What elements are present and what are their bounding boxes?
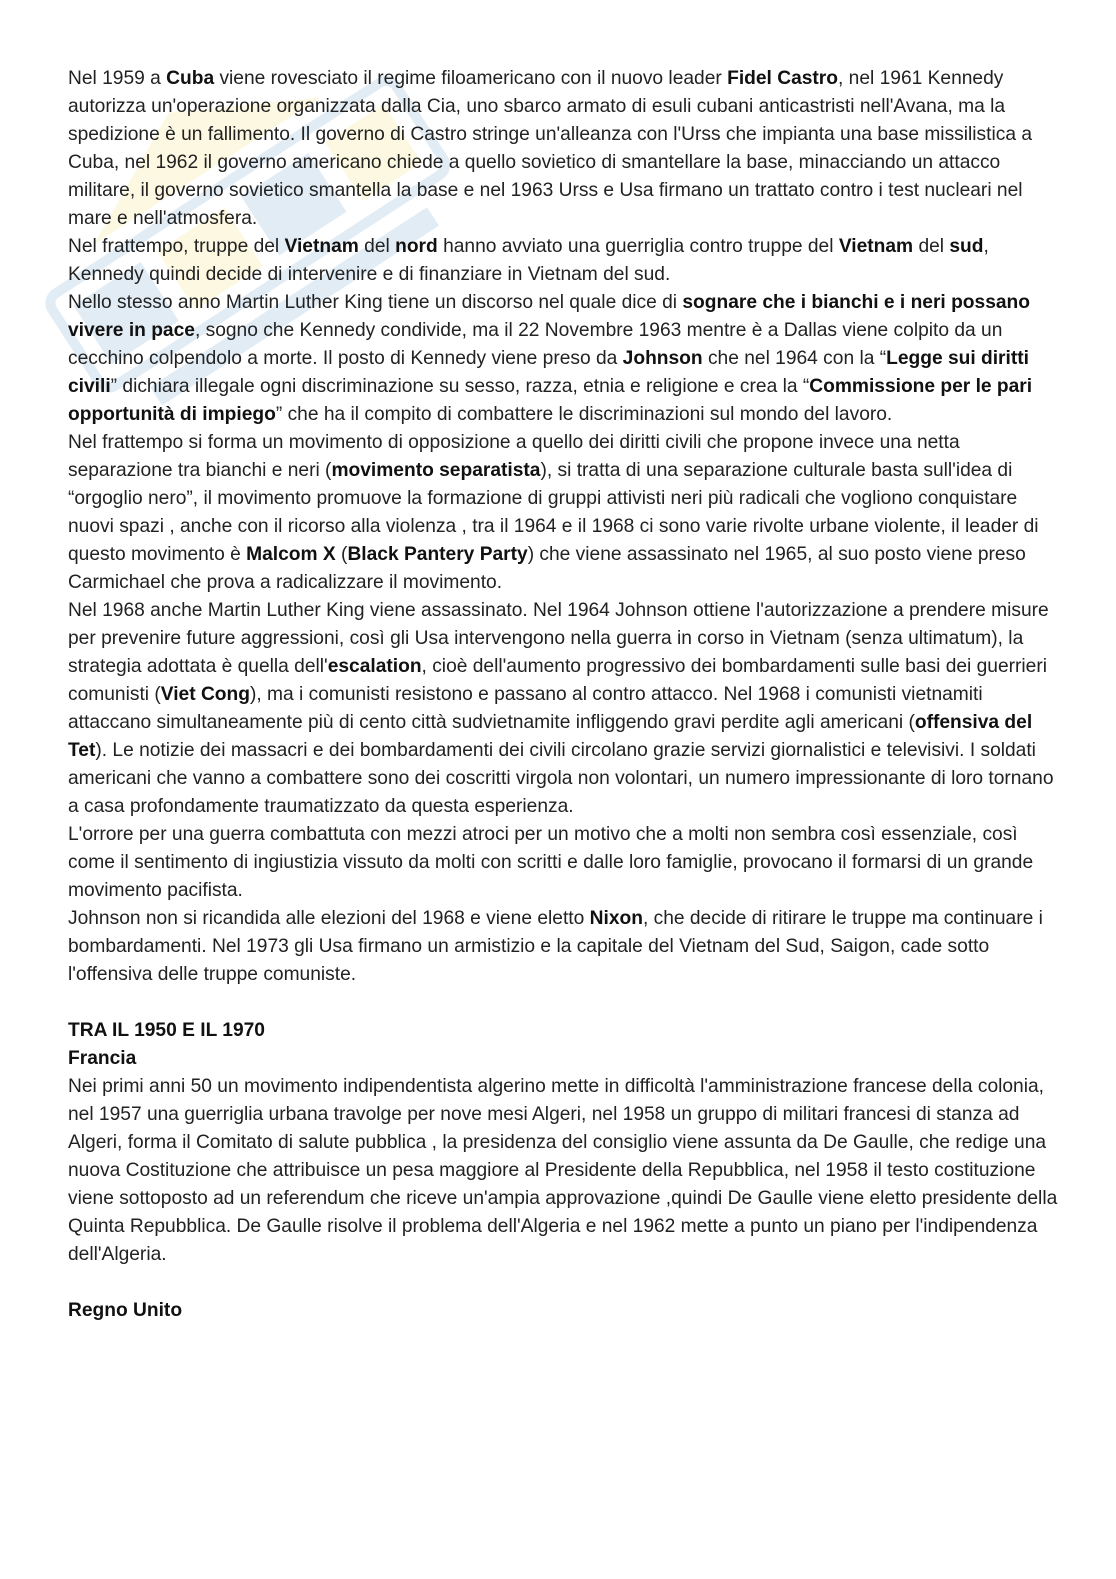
text-run: ) che viene assassinato nel 1965, al suo posto viene preso Carmichael che prova a radicalizzare il movimento.	[68, 544, 1026, 593]
document-body	[68, 65, 1058, 1325]
paragraph-pacifismo	[68, 821, 1058, 905]
text-run: ), ma i comunisti resistono e passano al contro attacco. Nel 1968 i comunisti vietnamiti attaccano simultaneamente più di cento città sudvietnamite infliggendo gravi perdite agli americani (	[68, 684, 983, 733]
bold-term: Black Pantery Party	[347, 544, 528, 565]
bold-term: nord	[395, 236, 438, 257]
text-run: ” dichiara illegale ogni discriminazione su sesso, razza, etnia e religione e crea la “	[110, 376, 810, 397]
bold-term: Commissione per le pari opportunità di impiego	[68, 376, 1033, 425]
paragraph-mlk-kennedy	[68, 289, 1058, 429]
text-run: L'orrore per una guerra combattuta con mezzi atroci per un motivo che a molti non sembra così essenziale, così come il sentimento di ingiustizia vissuto da molti con scritti e dalle loro famiglie, provocano il formarsi di un grande movimento pacifista.	[68, 824, 1034, 901]
text-run: viene rovesciato il regime filoamericano con il nuovo leader	[214, 68, 728, 89]
section-title: TRA IL 1950 E IL 1970	[68, 1020, 265, 1041]
bold-term: Johnson	[622, 348, 703, 369]
bold-term: Legge sui diritti civili	[68, 348, 1029, 397]
bold-term: sognare che i bianchi e i neri possano vivere in pace	[68, 292, 1030, 341]
text-run: Nel 1959 a	[68, 68, 167, 89]
text-run: ), si tratta di una separazione culturale basta sull'idea di “orgoglio nero”, il movimento promuove la formazione di gruppi attivisti neri più radicali che vogliono conquistare nuovi spazi , anche con il ricorso alla violenza , tra il 1964 e il 1968 ci sono varie rivolte urbane violente, il leader di questo movimento è	[68, 460, 1039, 565]
text-run: (	[335, 544, 348, 565]
text-run: del	[913, 236, 950, 257]
paragraph-separatismo	[68, 429, 1058, 597]
subsection-title-francia: Francia	[68, 1048, 137, 1069]
text-run: Nel frattempo si forma un movimento di opposizione a quello dei diritti civili che propone invece una netta separazione tra bianchi e neri (	[68, 432, 960, 481]
text-run: Nel 1968 anche Martin Luther King viene assassinato. Nel 1964 Johnson ottiene l'autorizzazione a prendere misure per prevenire future aggressioni, così gli Usa intervengono nella guerra in corso in Vietnam (senza ultimatum), la strategia adottata è quella dell'	[68, 600, 1049, 677]
bold-term: Fidel Castro	[727, 68, 838, 89]
paragraph-francia	[68, 1073, 1058, 1269]
paragraph-vietnam-nord-sud	[68, 233, 1058, 289]
text-run: Nel frattempo, truppe del	[68, 236, 285, 257]
bold-term: offensiva del Tet	[68, 712, 1033, 761]
paragraph-vietnam-escalation	[68, 597, 1058, 821]
text-run: Nello stesso anno Martin Luther King tiene un discorso nel quale dice di	[68, 292, 683, 313]
bold-term: sud	[949, 236, 984, 257]
bold-term: Malcom X	[246, 544, 336, 565]
bold-term: Vietnam	[838, 236, 914, 257]
text-run: , Kennedy quindi decide di intervenire e di finanziare in Vietnam del sud.	[68, 236, 989, 285]
bold-term: Viet Cong	[160, 684, 250, 705]
text-run: Johnson non si ricandida alle elezioni del 1968 e viene eletto	[68, 908, 590, 929]
paragraph-cuba	[68, 65, 1058, 233]
paragraph-nixon	[68, 905, 1058, 989]
text-run: , sogno che Kennedy condivide, ma il 22 Novembre 1963 mentre è a Dallas viene colpito da un cecchino colpendolo a morte. Il posto di Kennedy viene preso da	[68, 320, 1003, 369]
subsection-title-regno-unito: Regno Unito	[68, 1300, 183, 1321]
text-run: che nel 1964 con la “	[702, 348, 887, 369]
bold-term: movimento separatista	[331, 460, 541, 481]
text-run: ). Le notizie dei massacri e dei bombardamenti dei civili circolano grazie servizi giornalistici e televisivi. I soldati americani che vanno a combattere sono dei coscritti virgola non volontari, un numero impressionante di loro tornano a casa profondamente traumatizzato da questa esperienza.	[68, 740, 1054, 817]
text-run: , che decide di ritirare le truppe ma continuare i bombardamenti. Nel 1973 gli Usa firmano un armistizio e la capitale del Vietnam del Sud, Saigon, cade sotto l'offensiva delle truppe comuniste.	[68, 908, 1043, 985]
text-run: , nel 1961 Kennedy autorizza un'operazione organizzata dalla Cia, uno sbarco armato di esuli cubani anticastristi nell'Avana, ma la spedizione è un fallimento. Il governo di Castro stringe un'alleanza con l'Urss che impianta una base missilistica a Cuba, nel 1962 il governo americano chiede a quello sovietico di smantellare la base, minacciando un attacco militare, il governo sovietico smantella la base e nel 1963 Urss e Usa firmano un trattato contro i test nucleari nel mare e nell'atmosfera.	[68, 68, 1033, 229]
text-run: , cioè dell'aumento progressivo dei bombardamenti sulle basi dei guerrieri comunisti (	[68, 656, 1048, 705]
bold-term: Vietnam	[284, 236, 359, 257]
bold-term: escalation	[327, 656, 422, 677]
bold-term: Nixon	[589, 908, 643, 929]
text-run: hanno avviato una guerriglia contro truppe del	[437, 236, 839, 257]
text-run: del	[358, 236, 396, 257]
bold-term: Cuba	[166, 68, 215, 89]
text-run: Nei primi anni 50 un movimento indipendentista algerino mette in difficoltà l'amministrazione francese della colonia, nel 1957 una guerriglia urbana travolge per nove mesi Algeri, nel 1958 un gruppo di militari francesi di stanza ad Algeri, forma il Comitato di salute pubblica , la presidenza del consiglio viene assunta da De Gaulle, che redige una nuova Costituzione che attribuisce un pesa maggiore al Presidente della Repubblica, nel 1958 il testo costituzione viene sottoposto ad un referendum che riceve un'ampia approvazione ,quindi De Gaulle viene eletto presidente della Quinta Repubblica. De Gaulle risolve il problema dell'Algeria e nel 1962 mette a punto un piano per l'indipendenza dell'Algeria.	[68, 1076, 1058, 1265]
text-run: ” che ha il compito di combattere le discriminazioni sul mondo del lavoro.	[275, 404, 893, 425]
